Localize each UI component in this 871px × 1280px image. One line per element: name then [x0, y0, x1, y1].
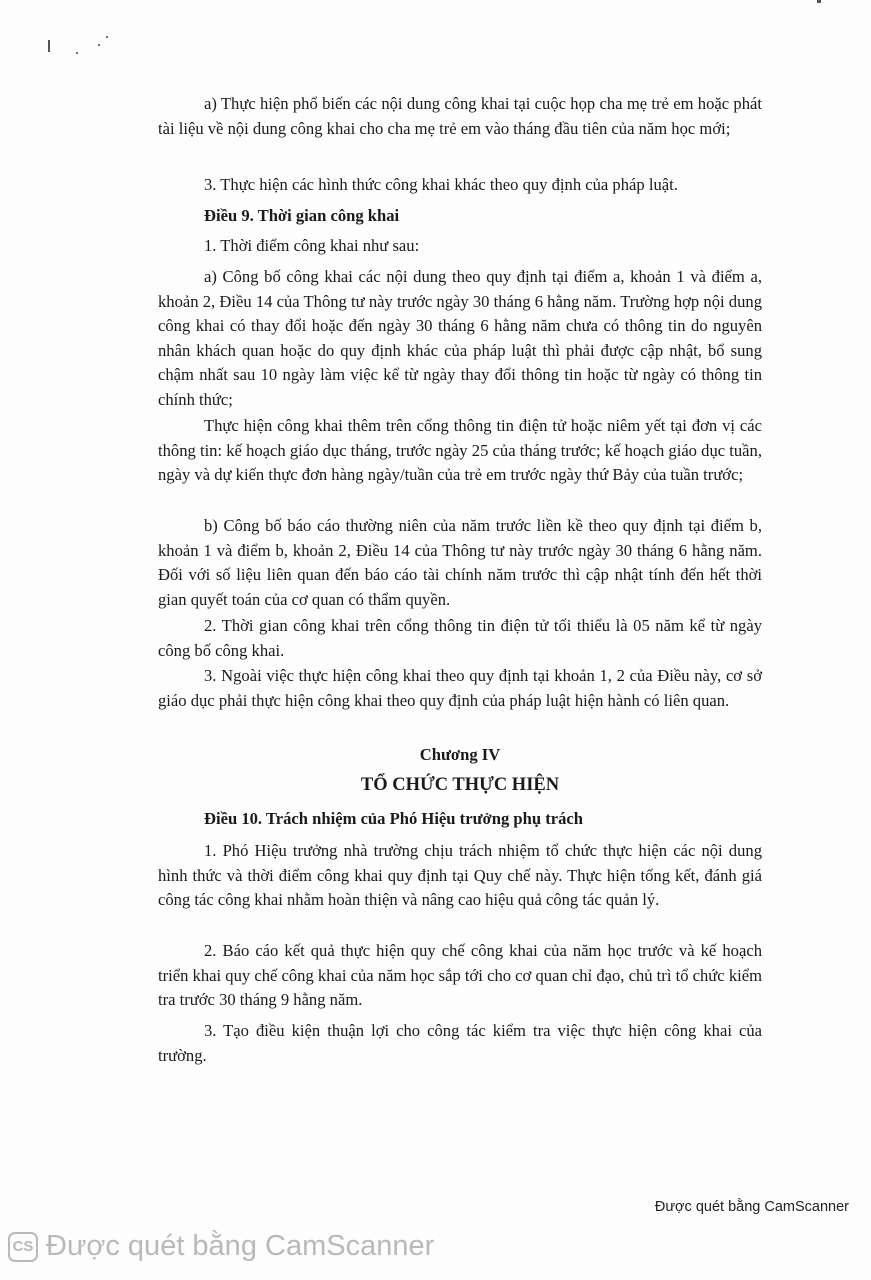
scan-artifact-mark — [48, 40, 50, 52]
paragraph-art9-additional: Thực hiện công khai thêm trên cổng thông tin điện tử hoặc niêm yết tại đơn vị các thông tin: kế hoạch giáo dục tháng, trước ngày 25 của tháng trước; kế hoạch giáo dục tuần, ngày và dự kiến thực đơn hàng ngày/tuần của trẻ em trước ngày thứ Bảy của tuần trước; — [158, 416, 762, 484]
paragraph-art9-point-a: a) Công bố công khai các nội dung theo quy định tại điểm a, khoản 1 và điểm a, khoản 2, Điều 14 của Thông tư này trước ngày 30 tháng 6 hằng năm. Trường hợp nội dung công khai có thay đổi hoặc đến ngày 30 tháng 6 hằng năm chưa có thông tin do nguyên nhân khách quan hoặc do quy định khác của pháp luật thì phải được cập nhật, bổ sung chậm nhất sau 10 ngày làm việc kể từ ngày thay đổi thông tin hoặc từ ngày có thông tin chính thức; — [158, 267, 762, 409]
paragraph-art9-point-b: b) Công bố báo cáo thường niên của năm trước liền kề theo quy định tại điểm b, khoản 1 và điểm b, khoản 2, Điều 14 của Thông tư này trước ngày 30 tháng 6 hằng năm. Đối với số liệu liên quan đến báo cáo tài chính năm trước thì cập nhật tính đến hết thời gian quyết toán của cơ quan có thẩm quyền. — [158, 516, 762, 609]
scan-artifact-speck — [76, 52, 78, 54]
camscanner-footer-note: Được quét bằng CamScanner — [654, 1199, 849, 1215]
paragraph-art8-point-a: a) Thực hiện phổ biến các nội dung công khai tại cuộc họp cha mẹ trẻ em hoặc phát tài liệu về nội dung công khai cho cha mẹ trẻ em vào tháng đầu tiên của năm học mới; — [158, 94, 762, 138]
camscanner-watermark-text: Được quét bằng CamScanner — [46, 1230, 435, 1262]
paragraph-art10-clause-3: 3. Tạo điều kiện thuận lợi cho công tác kiểm tra việc thực hiện công khai của trường. — [158, 1021, 762, 1065]
paragraph-art9-clause-2: 2. Thời gian công khai trên cổng thông tin điện tử tối thiểu là 05 năm kể từ ngày công bố công khai. — [158, 616, 762, 660]
article-10-heading: Điều 10. Trách nhiệm của Phó Hiệu trưởng phụ trách — [204, 809, 584, 828]
paragraph-art8-clause-3: 3. Thực hiện các hình thức công khai khác theo quy định của pháp luật. — [204, 175, 678, 194]
article-9-heading: Điều 9. Thời gian công khai — [204, 206, 400, 225]
paragraph-art10-clause-2: 2. Báo cáo kết quả thực hiện quy chế công khai của năm học trước và kế hoạch triển khai quy chế công khai của năm học sắp tới cho cơ quan chỉ đạo, chủ trì tổ chức kiểm tra trước 30 tháng 9 hằng năm. — [158, 941, 762, 1009]
scan-artifact-speck — [98, 44, 100, 46]
chapter-label: Chương IV — [419, 745, 501, 764]
chapter-title: TỔ CHỨC THỰC HIỆN — [360, 775, 560, 795]
paragraph-art9-clause-1: 1. Thời điểm công khai như sau: — [204, 236, 420, 255]
scan-artifact-speck — [106, 36, 108, 38]
paragraph-art10-clause-1: 1. Phó Hiệu trưởng nhà trường chịu trách nhiệm tổ chức thực hiện các nội dung hình thức và thời điểm công khai quy định tại Quy chế này. Thực hiện tổng kết, đánh giá công tác công khai nhằm hoàn thiện và nâng cao hiệu quả công tác quản lý. — [158, 841, 762, 909]
camscanner-logo-icon: CS — [8, 1232, 38, 1262]
scan-artifact-mark — [817, 0, 821, 3]
paragraph-art9-clause-3: 3. Ngoài việc thực hiện công khai theo quy định tại khoản 1, 2 của Điều này, cơ sở giáo dục phải thực hiện công khai theo quy định của pháp luật hiện hành có liên quan. — [158, 666, 762, 710]
camscanner-watermark — [8, 1230, 434, 1263]
